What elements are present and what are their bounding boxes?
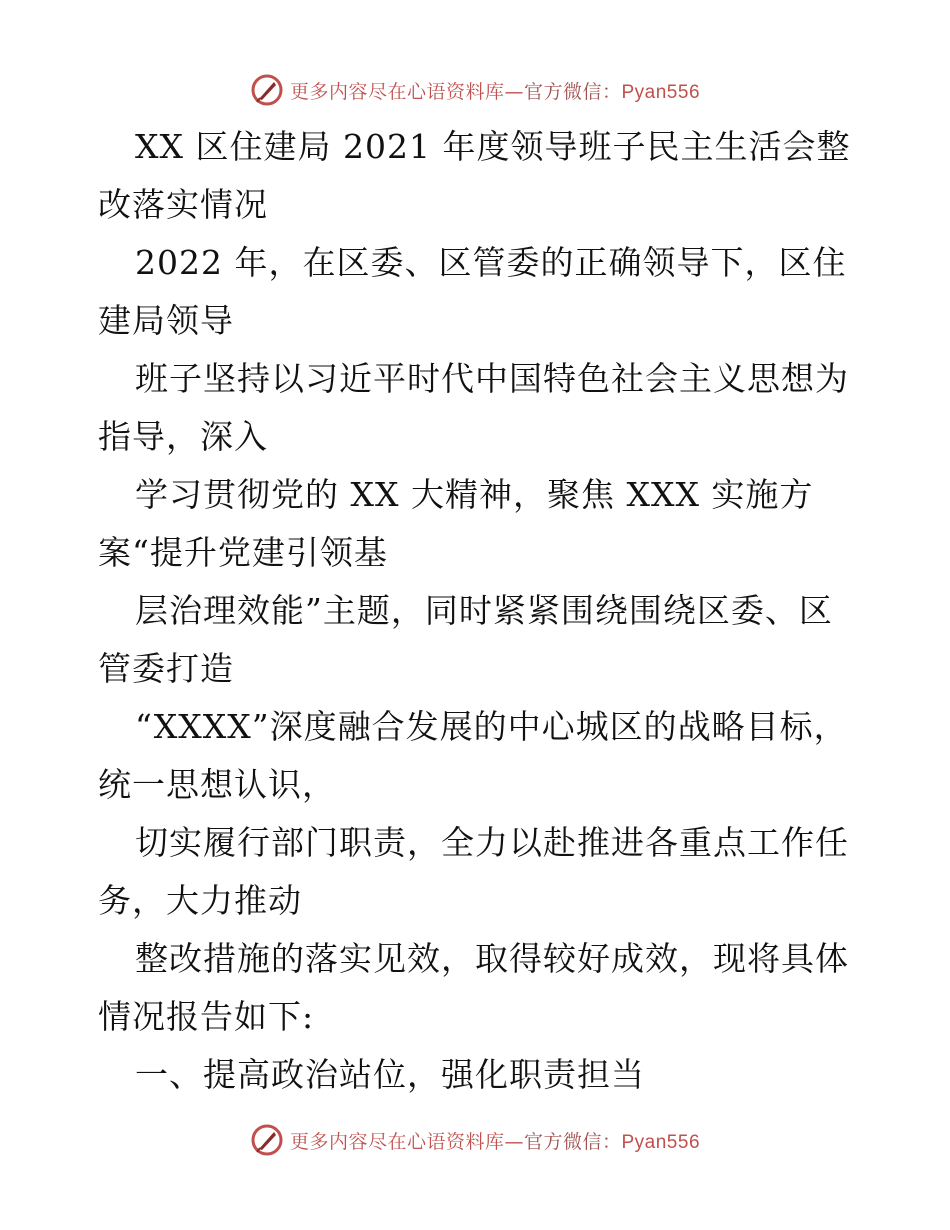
doc-line-13: 切实履行部门职责，全力以赴推进各重点工作任 xyxy=(135,823,849,862)
banner-dash: — xyxy=(504,1130,524,1153)
doc-line-14: 务，大力推动 xyxy=(98,881,302,920)
banner-text xyxy=(290,77,700,104)
doc-line-8: 案“提升党建引领基 xyxy=(98,533,388,572)
banner-wechat-id: Pyan556 xyxy=(621,1131,701,1153)
banner-wechat-id: Pyan556 xyxy=(621,81,701,103)
doc-line-4: 建局领导 xyxy=(98,301,234,340)
doc-line-15: 整改措施的落实见效，取得较好成效，现将具体 xyxy=(135,939,849,978)
header-banner xyxy=(0,70,950,110)
document-body xyxy=(98,118,858,1104)
banner-dash: — xyxy=(504,80,524,103)
doc-line-11: “XXXX”深度融合发展的中心城区的战略目标， xyxy=(135,707,848,746)
doc-line-1: XX 区住建局 2021 年度领导班子民主生活会整 xyxy=(135,127,851,166)
quill-in-circle-icon xyxy=(250,73,284,107)
doc-line-3: 2022 年，在区委、区管委的正确领导下，区住 xyxy=(135,243,847,282)
doc-line-6: 指导，深入 xyxy=(98,417,268,456)
doc-line-10: 管委打造 xyxy=(98,649,234,688)
banner-text xyxy=(290,1127,700,1154)
banner-prefix: 更多内容尽在心语资料库 xyxy=(289,1130,505,1153)
doc-line-5: 班子坚持以习近平时代中国特色社会主义思想为 xyxy=(135,359,849,398)
footer-banner xyxy=(0,1120,950,1160)
banner-wechat-label: 官方微信： xyxy=(523,1130,622,1153)
quill-in-circle-icon xyxy=(250,1123,284,1157)
doc-line-2: 改落实情况 xyxy=(98,185,268,224)
doc-line-17: 一、提高政治站位，强化职责担当 xyxy=(135,1055,645,1094)
banner-prefix: 更多内容尽在心语资料库 xyxy=(289,80,505,103)
banner-wechat-label: 官方微信： xyxy=(523,80,622,103)
doc-line-16: 情况报告如下: xyxy=(98,997,315,1036)
doc-line-9: 层治理效能”主题，同时紧紧围绕围绕区委、区 xyxy=(135,591,833,630)
doc-line-7: 学习贯彻党的 XX 大精神，聚焦 XXX 实施方 xyxy=(135,475,814,514)
doc-line-12: 统一思想认识， xyxy=(98,765,336,804)
